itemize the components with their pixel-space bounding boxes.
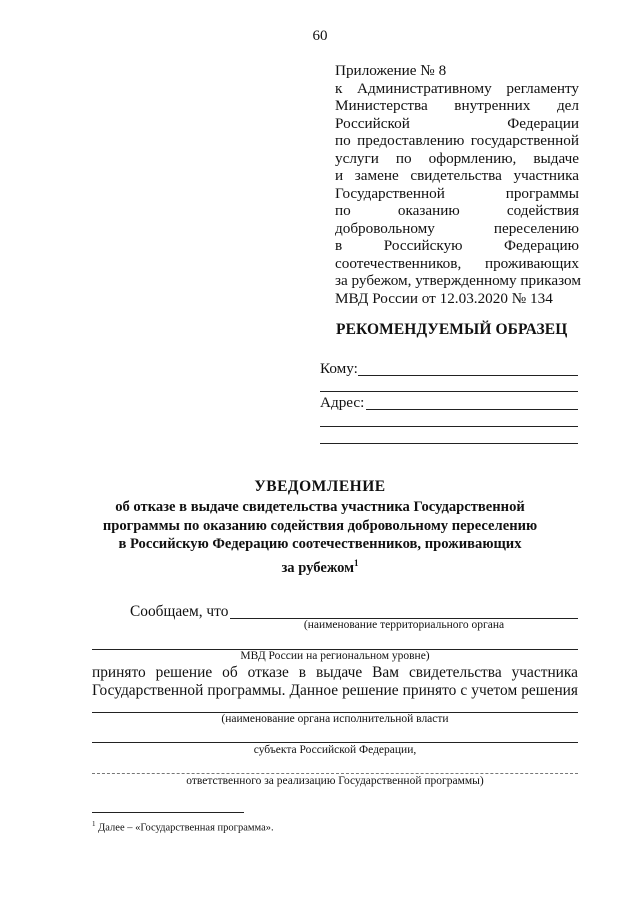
appendix-line: Государственной программы bbox=[335, 184, 579, 202]
appendix-line: и замене свидетельства участника bbox=[335, 167, 579, 184]
address-field-line[interactable] bbox=[366, 409, 578, 410]
caption-mvd: МВД России на региональном уровне) bbox=[240, 650, 430, 662]
caption-subject: субъекта Российской Федерации, bbox=[253, 744, 417, 756]
caption-exec-body: (наименование органа исполнительной власти bbox=[221, 713, 449, 725]
appendix-line: услуги по оформлению, выдаче bbox=[335, 149, 579, 167]
footnote-ref: 1 bbox=[354, 557, 359, 568]
decision-line-2: Государственной программы. Данное решение принято с учетом решения bbox=[92, 682, 578, 699]
appendix-line: Министерства внутренних дел bbox=[335, 97, 579, 114]
appendix-block bbox=[335, 62, 579, 307]
notice-subtitle-line: об отказе в выдаче свидетельства участника Государственной bbox=[115, 499, 525, 515]
appendix-line: по предоставлению государственной bbox=[335, 132, 579, 149]
footnote-text: Далее – «Государственная программа». bbox=[98, 822, 274, 834]
appendix-line: добровольному переселению bbox=[335, 219, 579, 237]
notice-title: УВЕДОМЛЕНИЕ bbox=[254, 478, 386, 495]
appendix-line: в Российскую Федерацию bbox=[335, 237, 579, 254]
inform-lead: Сообщаем, что bbox=[130, 603, 229, 620]
address-field-line-2[interactable] bbox=[320, 426, 578, 427]
notice-subtitle-line-last bbox=[90, 554, 550, 577]
footnote-mark: 1 bbox=[92, 820, 96, 828]
footnote-separator bbox=[92, 812, 244, 813]
to-label: Кому: bbox=[320, 360, 358, 377]
appendix-line: за рубежом, утвержденному приказом bbox=[335, 272, 581, 289]
notice-subtitle bbox=[90, 498, 550, 577]
responsible-field[interactable] bbox=[92, 773, 578, 774]
sample-heading: РЕКОМЕНДУЕМЫЙ ОБРАЗЕЦ bbox=[336, 321, 568, 338]
appendix-line: соотечественников, проживающих bbox=[335, 254, 579, 272]
address-field-line-3[interactable] bbox=[320, 443, 578, 444]
notice-subtitle-line: программы по оказанию содействия добровольному переселению bbox=[102, 517, 538, 534]
page-number: 60 bbox=[312, 28, 328, 44]
appendix-line: Российской Федерации bbox=[335, 114, 579, 132]
decision-line-1: принято решение об отказе в выдаче Вам свидетельства участника bbox=[92, 664, 578, 681]
to-field-line[interactable] bbox=[358, 375, 578, 376]
appendix-title: Приложение № 8 bbox=[335, 62, 447, 79]
caption-responsible: ответственного за реализацию Государственной программы) bbox=[186, 775, 484, 787]
notice-subtitle-line: в Российскую Федерацию соотечественников, проживающих bbox=[118, 536, 522, 552]
appendix-line: по оказанию содействия bbox=[335, 202, 579, 219]
address-label: Адрес: bbox=[320, 394, 365, 411]
caption-territorial: (наименование территориального органа bbox=[303, 619, 505, 631]
notice-subtitle-text: за рубежом bbox=[281, 559, 355, 576]
appendix-line: к Административному регламенту bbox=[335, 79, 579, 97]
appendix-line: МВД России от 12.03.2020 № 134 bbox=[335, 289, 553, 307]
footnote bbox=[92, 820, 274, 834]
to-field-line-2[interactable] bbox=[320, 391, 578, 392]
subject-field[interactable] bbox=[92, 742, 578, 743]
